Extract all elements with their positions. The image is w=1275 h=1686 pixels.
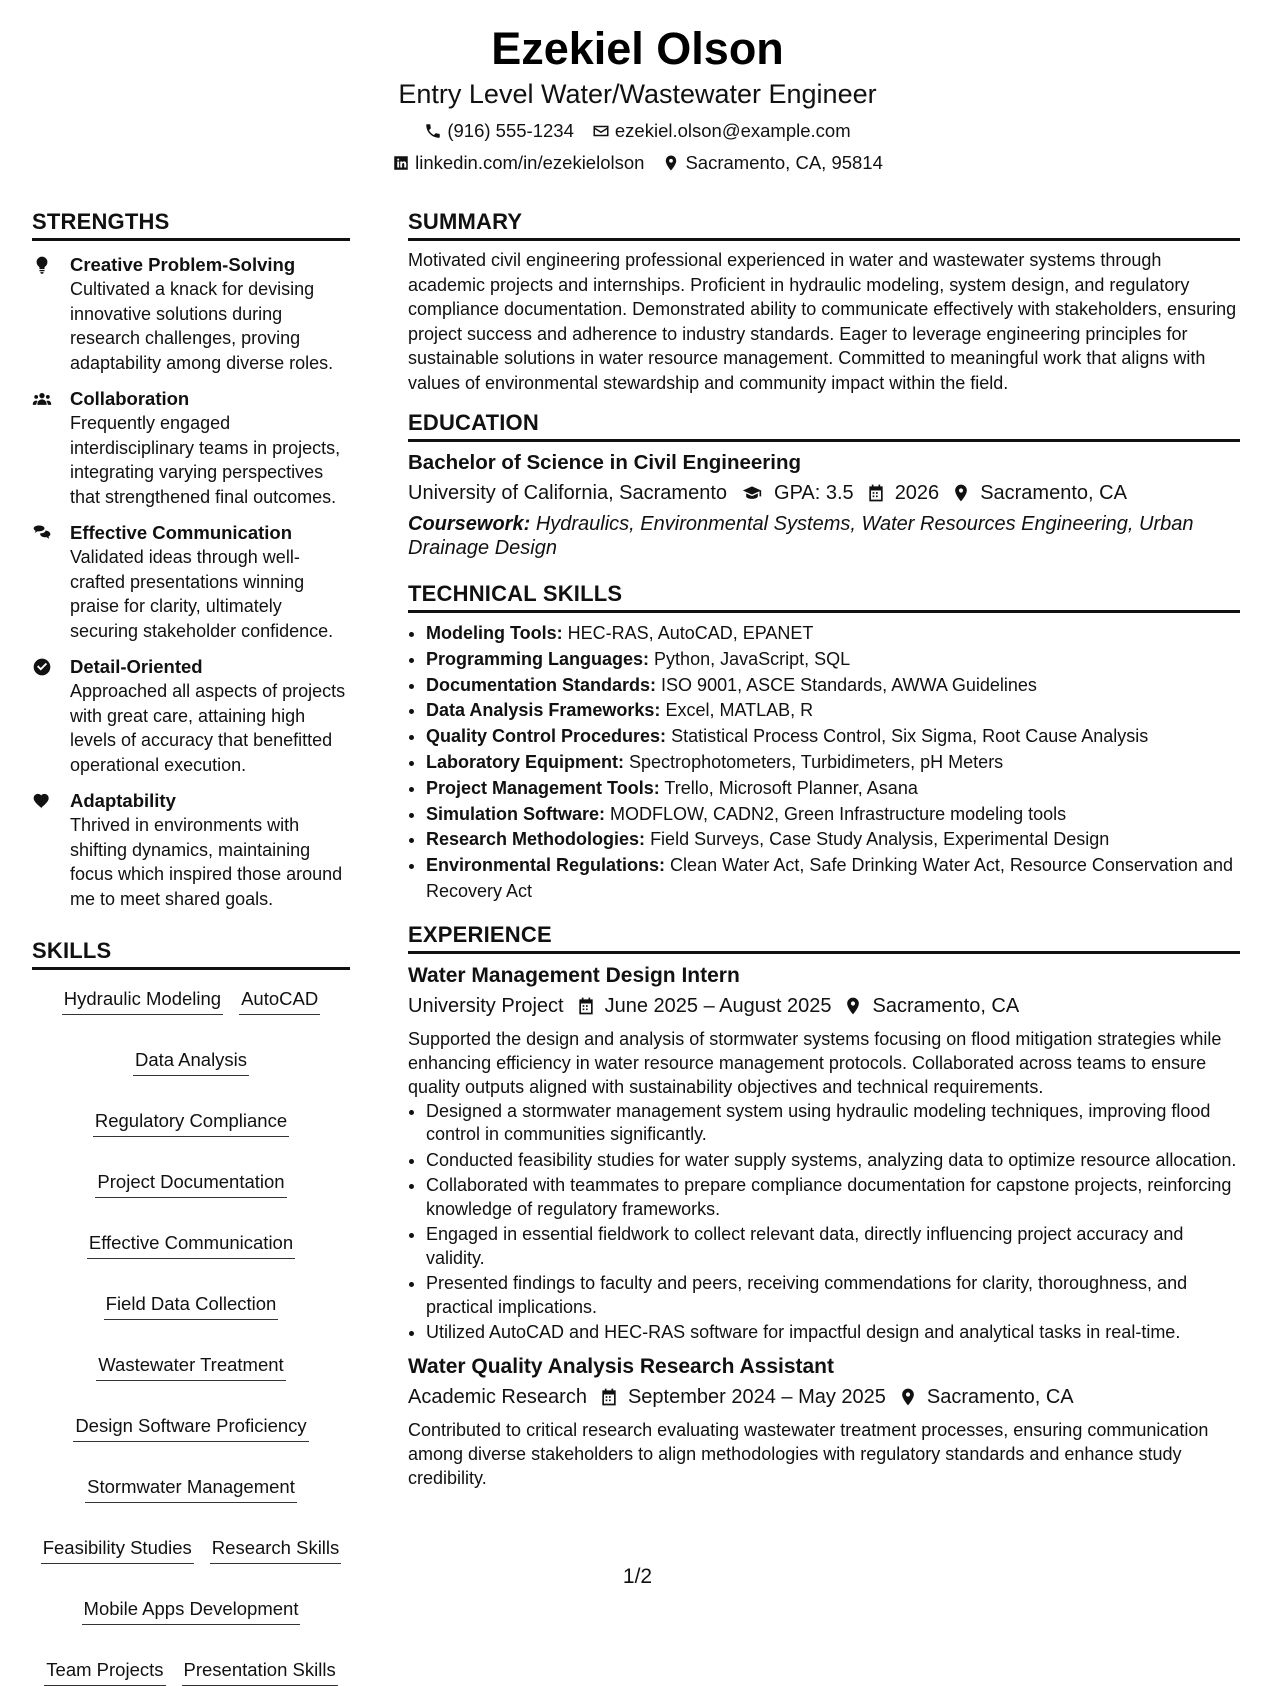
gpa — [739, 480, 854, 506]
skill-tag: Team Projects — [44, 1659, 165, 1686]
skill-tag: Data Analysis — [133, 1049, 249, 1076]
check-circle-icon — [32, 657, 52, 677]
calendar-icon — [866, 483, 886, 503]
phone-text: (916) 555-1234 — [447, 120, 574, 141]
map-pin-icon — [898, 1387, 918, 1407]
skill-label: Documentation Standards: — [426, 674, 657, 695]
skills-heading: SKILLS — [32, 937, 350, 970]
job-org — [408, 993, 564, 1019]
skill-value: HEC-RAS, AutoCAD, EPANET — [567, 623, 814, 643]
right-column — [408, 208, 1240, 1490]
job-title: Water Management Design Intern — [408, 963, 740, 987]
dates-text: June 2025 – August 2025 — [604, 994, 832, 1017]
list-item: • Presented findings to faculty and peers, receiving commendations for clarity, thoroughness, and practical implications. — [426, 1272, 1240, 1319]
strength-title: Effective Communication — [70, 522, 293, 543]
comments-icon — [32, 523, 52, 543]
strength-desc: Thrived in environments with shifting dynamics, maintaining focus which inspired those around me to meet shared goals. — [70, 815, 343, 909]
list-item — [426, 673, 1240, 699]
skill-value: Spectrophotometers, Turbidimeters, pH Meters — [629, 751, 1004, 772]
summary-section — [408, 208, 1240, 395]
skill-tag: Field Data Collection — [104, 1293, 279, 1320]
skill-value: Python, JavaScript, SQL — [654, 648, 851, 669]
job-location — [843, 993, 1019, 1019]
envelope-icon — [592, 122, 610, 140]
skill-tag: Design Software Proficiency — [73, 1415, 308, 1442]
degree-title: Bachelor of Science in Civil Engineering — [408, 451, 802, 474]
strength-desc: Approached all aspects of projects with great care, attaining high levels of accuracy that benefitted operational execution. — [70, 681, 346, 775]
list-item — [426, 698, 1240, 724]
strength-desc: Validated ideas through well-crafted presentations winning praise for clarity, ultimately securing stakeholder confidence. — [70, 547, 334, 641]
candidate-name: Ezekiel Olson — [491, 23, 784, 74]
map-pin-icon — [662, 154, 680, 172]
lightbulb-icon — [32, 255, 52, 275]
strengths-list — [32, 253, 350, 911]
map-pin-icon — [843, 996, 863, 1016]
linkedin-text: linkedin.com/in/ezekielolson — [415, 152, 645, 173]
contact-row-2 — [0, 152, 1275, 174]
skill-label: Research Methodologies: — [426, 829, 646, 850]
list-item: • Utilized AutoCAD and HEC-RAS software for impactful design and analytical tasks in real-time. — [426, 1321, 1240, 1345]
heart-icon — [32, 791, 52, 811]
school-location — [951, 480, 1127, 506]
coursework — [408, 512, 1240, 560]
list-item — [426, 802, 1240, 828]
strength-desc: Cultivated a knack for devising innovative solutions during research challenges, proving adaptability among diverse roles. — [70, 279, 334, 373]
skill-tag: Project Documentation — [95, 1171, 286, 1198]
dates-text: September 2024 – May 2025 — [627, 1385, 886, 1408]
skill-tag: Hydraulic Modeling — [62, 988, 223, 1015]
graduation-cap-icon — [739, 483, 765, 503]
education-heading: EDUCATION — [408, 409, 1240, 442]
strength-title: Collaboration — [70, 388, 190, 409]
strength-title: Detail-Oriented — [70, 656, 203, 677]
year-text: 2026 — [894, 482, 940, 504]
skill-label: Modeling Tools: — [426, 623, 563, 643]
strength-item — [32, 387, 350, 509]
list-item: • Designed a stormwater management system using hydraulic modeling techniques, improving flood control in communities significantly. — [426, 1100, 1240, 1147]
phone-icon — [424, 122, 442, 140]
job-description: Contributed to critical research evaluating wastewater treatment processes, ensuring communication among diverse stakeholders to align methodologies with regulatory standards and enhance study credibility. — [408, 1419, 1209, 1488]
school-text: University of California, Sacramento — [408, 482, 728, 504]
skill-tag: Mobile Apps Development — [82, 1598, 301, 1625]
strength-title: Adaptability — [70, 790, 176, 811]
calendar-icon — [576, 996, 596, 1016]
experience-heading: EXPERIENCE — [408, 921, 1240, 954]
education-meta — [408, 480, 1240, 506]
list-item: • Engaged in essential fieldwork to collect relevant data, directly influencing project accuracy and validity. — [426, 1223, 1240, 1270]
job-bullets — [408, 1100, 1240, 1345]
job-meta — [408, 1384, 1240, 1410]
skill-tag: AutoCAD — [239, 988, 320, 1015]
map-pin-icon — [951, 483, 971, 503]
skill-label: Data Analysis Frameworks: — [426, 700, 661, 721]
location-text: Sacramento, CA — [980, 482, 1127, 504]
skill-label: Laboratory Equipment: — [426, 751, 625, 772]
page-number: 1/2 — [622, 1565, 653, 1588]
list-item: • Collaborated with teammates to prepare compliance documentation for capstone projects, reinforcing knowledge of regulatory frameworks. — [426, 1174, 1240, 1221]
list-item — [426, 750, 1240, 776]
skill-value: MODFLOW, CADN2, Green Infrastructure modeling tools — [610, 803, 1067, 824]
gpa-text: GPA: 3.5 — [774, 482, 854, 504]
skill-tag: Research Skills — [210, 1537, 342, 1564]
strengths-heading: STRENGTHS — [32, 208, 350, 241]
email-text: ezekiel.olson@example.com — [614, 120, 851, 141]
job-entry — [408, 1353, 1240, 1490]
skill-value: ISO 9001, ASCE Standards, AWWA Guidelines — [661, 674, 1037, 695]
technical-skills-heading: TECHNICAL SKILLS — [408, 580, 1240, 613]
location-text: Sacramento, CA, 95814 — [685, 152, 883, 173]
strength-item — [32, 789, 350, 911]
strength-item — [32, 521, 350, 643]
list-item — [426, 853, 1240, 905]
skill-tag: Stormwater Management — [85, 1476, 297, 1503]
contact-row-1 — [0, 120, 1275, 142]
strength-item — [32, 655, 350, 777]
skill-tag: Wastewater Treatment — [96, 1354, 285, 1381]
list-item — [426, 776, 1240, 802]
users-icon — [32, 389, 52, 409]
email-contact[interactable] — [592, 120, 851, 142]
list-item: • Conducted feasibility studies for water supply systems, analyzing data to optimize resource allocation. — [426, 1149, 1240, 1173]
calendar-icon — [599, 1387, 619, 1407]
skill-tag: Effective Communication — [87, 1232, 295, 1259]
org-text: University Project — [408, 994, 564, 1017]
linkedin-icon — [392, 154, 410, 172]
skill-value: Clean Water Act, Safe Drinking Water Act, Resource Conservation and Recovery Act — [426, 855, 1233, 901]
grad-year — [866, 480, 940, 506]
skill-label: Environmental Regulations: — [426, 855, 666, 876]
list-item — [426, 621, 1240, 647]
experience-section — [408, 921, 1240, 1490]
job-title: Water Quality Analysis Research Assistant — [408, 1354, 834, 1378]
job-location — [898, 1384, 1074, 1410]
location-contact — [662, 152, 882, 174]
skill-label: Quality Control Procedures: — [426, 726, 667, 747]
skill-tag: Presentation Skills — [182, 1659, 338, 1686]
skill-label: Programming Languages: — [426, 648, 650, 669]
linkedin-contact[interactable] — [392, 152, 644, 174]
strength-title: Creative Problem-Solving — [70, 254, 296, 275]
summary-text: Motivated civil engineering professional experienced in water and wastewater systems through academic projects and internships. Proficient in hydraulic modeling, system design, and regulatory compliance documentation. Demonstrated ability to communicate effectively with stakeholders, ensuring project success and adherence to industry standards. Eager to leverage engineering principles for sustainable solutions in water resource management. Committed to meaningful work that aligns with values of environmental stewardship and community impact within the field. — [408, 250, 1237, 393]
skill-label: Simulation Software: — [426, 803, 606, 824]
job-title-heading: Entry Level Water/Wastewater Engineer — [398, 79, 877, 109]
left-column — [32, 208, 350, 1686]
job-meta — [408, 993, 1240, 1019]
skill-tag: Feasibility Studies — [41, 1537, 194, 1564]
job-description: Supported the design and analysis of stormwater systems focusing on flood mitigation strategies while enhancing efficiency in water resource management protocols. Collaborated across teams to ensure quality outputs aligned with sustainability objectives and technical requirements. — [408, 1028, 1222, 1097]
phone-contact — [424, 120, 574, 142]
resume-header — [0, 22, 1275, 174]
skill-value: Statistical Process Control, Six Sigma, Root Cause Analysis — [671, 726, 1149, 747]
summary-heading: SUMMARY — [408, 208, 1240, 241]
strength-item — [32, 253, 350, 375]
coursework-label: Coursework: — [408, 513, 531, 535]
list-item — [426, 827, 1240, 853]
strength-desc: Frequently engaged interdisciplinary teams in projects, integrating varying perspectives that strengthened final outcomes. — [70, 413, 341, 507]
education-section — [408, 409, 1240, 560]
job-entry — [408, 962, 1240, 1345]
job-dates — [576, 993, 832, 1019]
technical-skills-list — [408, 621, 1240, 905]
skill-tag: Regulatory Compliance — [93, 1110, 289, 1137]
list-item — [426, 724, 1240, 750]
school-name — [408, 480, 727, 506]
skill-label: Project Management Tools: — [426, 777, 660, 798]
skill-value: Trello, Microsoft Planner, Asana — [664, 777, 918, 798]
skill-value: Excel, MATLAB, R — [665, 700, 814, 721]
job-org — [408, 1384, 587, 1410]
location-text: Sacramento, CA — [926, 1385, 1074, 1408]
location-text: Sacramento, CA — [872, 994, 1020, 1017]
list-item — [426, 647, 1240, 673]
org-text: Academic Research — [408, 1385, 587, 1408]
job-dates — [599, 1384, 886, 1410]
coursework-text: Hydraulics, Environmental Systems, Water Resources Engineering, Urban Drainage Design — [408, 513, 1194, 559]
skill-value: Field Surveys, Case Study Analysis, Experimental Design — [650, 829, 1110, 850]
technical-skills-section — [408, 580, 1240, 905]
